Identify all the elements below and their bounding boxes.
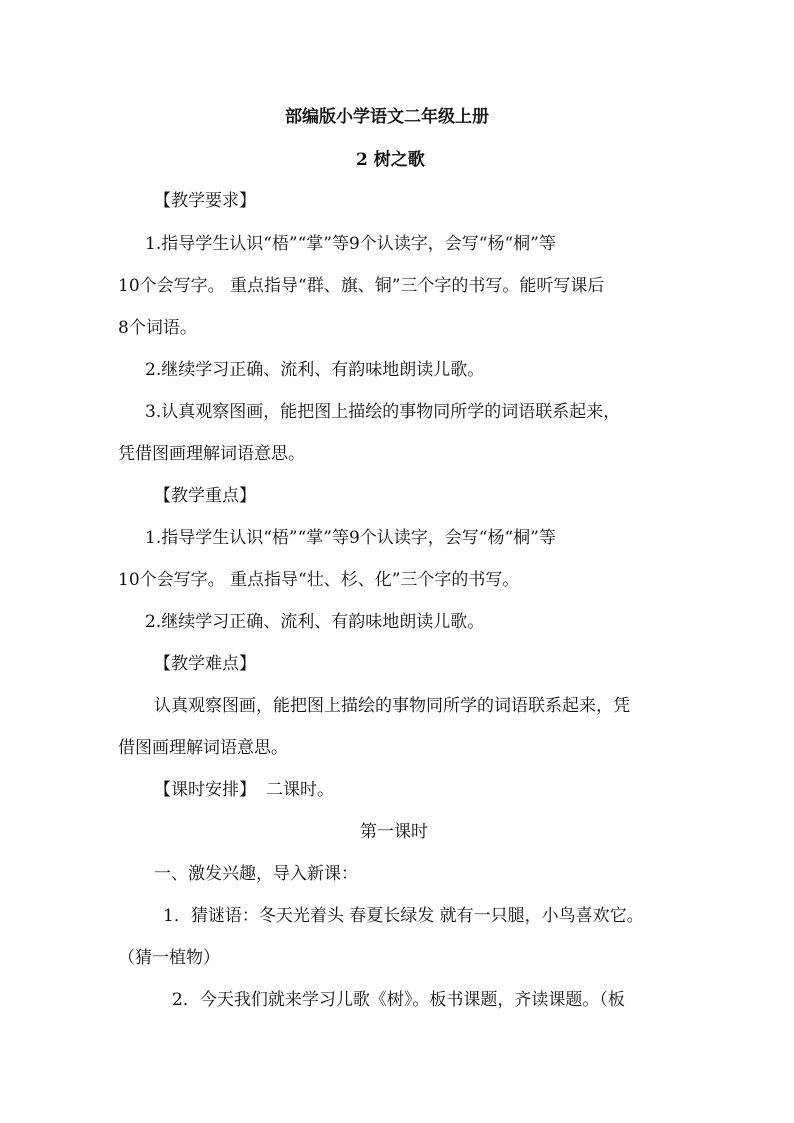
schedule-line <box>154 778 334 802</box>
lesson-1-heading: 第一课时 <box>360 822 428 842</box>
requirements-item-1-line-3: 8个词语。 <box>118 318 197 338</box>
document-title: 部编版小学语文二年级上册 <box>285 107 489 127</box>
schedule-value: 二课时。 <box>266 780 334 800</box>
key-points-item-1-line-1: 1.指导学生认识“梧”“掌”等9个认读字，会写“杨“桐”等 <box>145 528 556 548</box>
lesson-title: 2 树之歌 <box>356 150 425 170</box>
lesson-1-section-1: 一、激发兴趣，导入新课： <box>154 864 358 884</box>
riddle-line-1: 1．猜谜语：冬天光着头 春夏长绿发 就有一只腿，小鸟喜欢它。 <box>163 906 644 926</box>
requirements-item-2: 2.继续学习正确、流利、有韵味地朗读儿歌。 <box>145 360 485 380</box>
difficulties-heading: 【教学难点】 <box>154 654 256 674</box>
requirements-item-3-line-1: 3.认真观察图画，能把图上描绘的事物同所学的词语联系起来， <box>145 402 621 422</box>
difficulties-line-1: 认真观察图画，能把图上描绘的事物同所学的词语联系起来，凭 <box>154 696 630 716</box>
key-points-heading: 【教学重点】 <box>154 486 256 506</box>
requirements-item-3-line-2: 凭借图画理解词语意思。 <box>118 444 305 464</box>
difficulties-line-2: 借图画理解词语意思。 <box>118 738 288 758</box>
lesson-1-item-2-line-1: 2．今天我们就来学习儿歌《树》。板书课题，齐读课题。（板 <box>172 990 625 1010</box>
schedule-heading: 【课时安排】 <box>154 780 256 800</box>
riddle-line-2: （猜一植物） <box>118 948 220 968</box>
requirements-item-1-line-1: 1.指导学生认识“梧”“掌”等9个认读字，会写“杨“桐”等 <box>145 234 556 254</box>
requirements-item-1-line-2: 10个会写字。 重点指导“群、旗、铜”三个字的书写。能听写课后 <box>118 276 605 296</box>
key-points-item-1-line-2: 10个会写字。 重点指导“壮、杉、化”三个字的书写。 <box>118 570 520 590</box>
key-points-item-2: 2.继续学习正确、流利、有韵味地朗读儿歌。 <box>145 612 485 632</box>
requirements-heading: 【教学要求】 <box>154 191 256 211</box>
